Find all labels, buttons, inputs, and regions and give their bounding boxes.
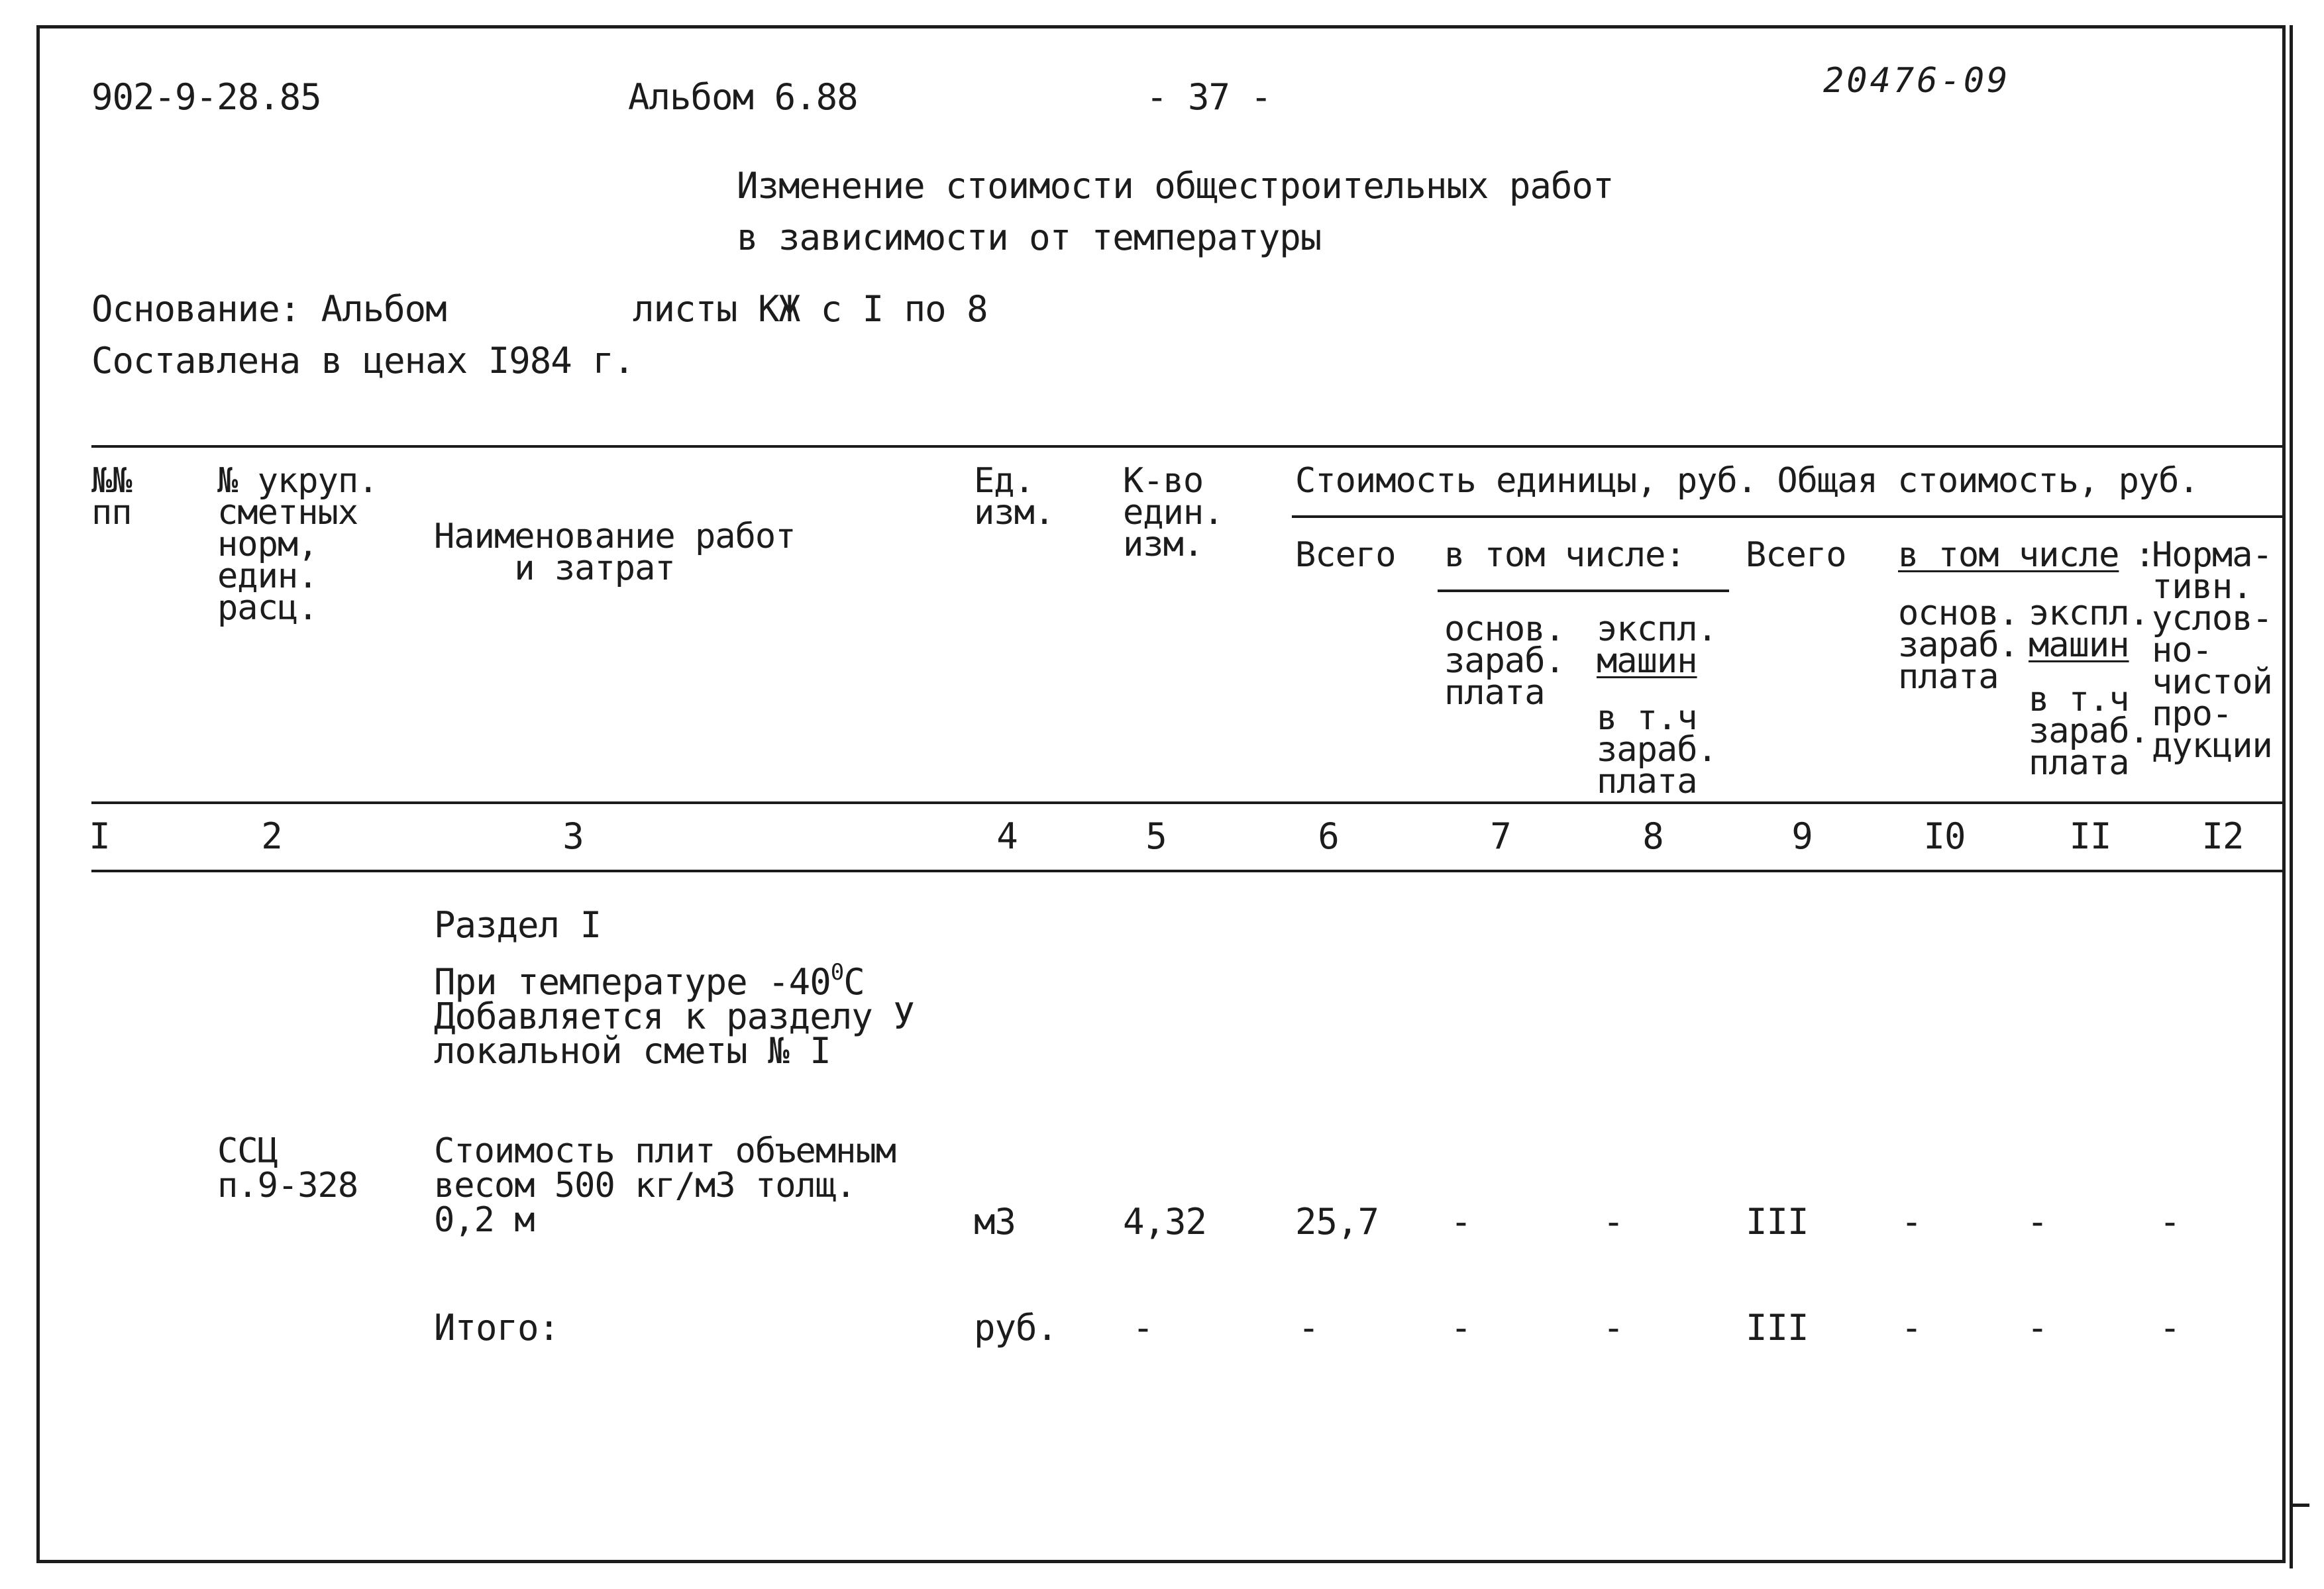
title-line-1: Изменение стоимости общестроительных работ	[737, 165, 1614, 207]
header-bottom-rule	[91, 801, 2284, 804]
section-line-2: Добавляется к разделу У	[434, 996, 914, 1037]
header-gen-mach-2: машин	[2029, 625, 2129, 665]
colnum-bottom-rule	[91, 870, 2284, 872]
header-gen-wage: основ. зараб. плата	[1898, 593, 2019, 697]
section-line-3: локальной сметы № I	[434, 1030, 831, 1072]
header-name: Наименование работ и затрат	[434, 517, 796, 588]
header-unit-total: Всего	[1295, 535, 1396, 575]
header-norm: № укруп. сметных норм, един. расц.	[217, 461, 378, 628]
col-num-12: I2	[2201, 815, 2244, 857]
handwritten-doc-number: 20476-09	[1823, 61, 2011, 101]
group-rule	[1292, 515, 2284, 518]
total-norm-prod: -	[2159, 1307, 2180, 1349]
basis-sheets: листы КЖ с I по 8	[633, 288, 988, 330]
total-gen-mach: -	[2027, 1307, 2048, 1349]
col-num-10: I0	[1923, 815, 1966, 857]
total-gen-total: III	[1746, 1307, 1809, 1349]
header-unit-mach: экспл.	[1597, 609, 1717, 649]
row-name: Стоимость плит объемным весом 500 кг/м3 толщ. 0,2 м	[434, 1131, 896, 1240]
header-unit-mach-2: машин	[1597, 641, 1697, 681]
header-unit: Ед. изм.	[974, 461, 1055, 533]
page-number: - 37 -	[1146, 76, 1272, 118]
header-qty: К-во един. изм.	[1123, 461, 1224, 564]
header-gen-mach-wage: в т.ч зараб. плата	[2029, 680, 2149, 783]
album-number: Альбом 6.88	[628, 76, 858, 118]
header-norm-prod: Норма- тивн. услов- но- чистой про- дукции	[2152, 535, 2272, 766]
col-num-4: 4	[996, 815, 1018, 857]
section-temperature: При температуре $-40^0С$	[434, 959, 865, 1003]
col-num-1: I	[89, 815, 110, 857]
header-gen-incl: в том числе	[1898, 535, 2119, 575]
header-num: №№ пп	[91, 461, 132, 533]
col-num-6: 6	[1318, 815, 1339, 857]
row-gen-total: III	[1746, 1201, 1809, 1243]
row-qty: 4,32	[1123, 1201, 1207, 1243]
total-qty: -	[1132, 1307, 1153, 1349]
row-unit-mach: -	[1603, 1201, 1624, 1243]
col-num-9: 9	[1791, 815, 1813, 857]
header-unit-mach-wage: в т.ч зараб. плата	[1597, 698, 1717, 801]
header-unit-wage: основ. зараб. плата	[1444, 609, 1565, 713]
total-unit-mach: -	[1603, 1307, 1624, 1349]
title-line-2: в зависимости от температуры	[737, 217, 1322, 258]
total-gen-wage: -	[1901, 1307, 1922, 1349]
header-gen-total: Всего	[1746, 535, 1846, 575]
prices-note: Составлена в ценах I984 г.	[91, 340, 635, 382]
row-unit-total: 25,7	[1295, 1201, 1379, 1243]
row-norm: ССЦ п.9-328	[217, 1131, 358, 1205]
col-num-11: II	[2069, 815, 2111, 857]
total-unit-total: -	[1298, 1307, 1319, 1349]
col-num-5: 5	[1145, 815, 1167, 857]
basis-label: Основание: Альбом	[91, 288, 447, 330]
row-unit-wage: -	[1450, 1201, 1471, 1243]
col-num-3: 3	[562, 815, 584, 857]
table-top-rule	[91, 445, 2284, 448]
total-label: Итого:	[434, 1307, 560, 1349]
edge-tick	[2290, 1504, 2309, 1507]
row-gen-wage: -	[1901, 1201, 1922, 1243]
header-gen-colon: :	[2135, 535, 2155, 575]
section-title: Раздел I	[434, 904, 602, 946]
header-gen-mach: экспл.	[2029, 593, 2149, 633]
header-unit-incl: в том числе:	[1444, 535, 1685, 575]
col-num-8: 8	[1642, 815, 1664, 857]
row-gen-mach: -	[2027, 1201, 2048, 1243]
unit-incl-rule	[1438, 589, 1729, 592]
header-cost-group: Стоимость единицы, руб. Общая стоимость, руб.	[1295, 461, 2199, 501]
total-unit-wage: -	[1450, 1307, 1471, 1349]
col-num-7: 7	[1490, 815, 1511, 857]
right-border	[2290, 25, 2293, 1568]
col-num-2: 2	[261, 815, 282, 857]
row-norm-prod: -	[2159, 1201, 2180, 1243]
row-unit: м3	[974, 1201, 1016, 1243]
document-code: 902-9-28.85	[91, 76, 321, 118]
total-unit: руб.	[974, 1307, 1058, 1349]
